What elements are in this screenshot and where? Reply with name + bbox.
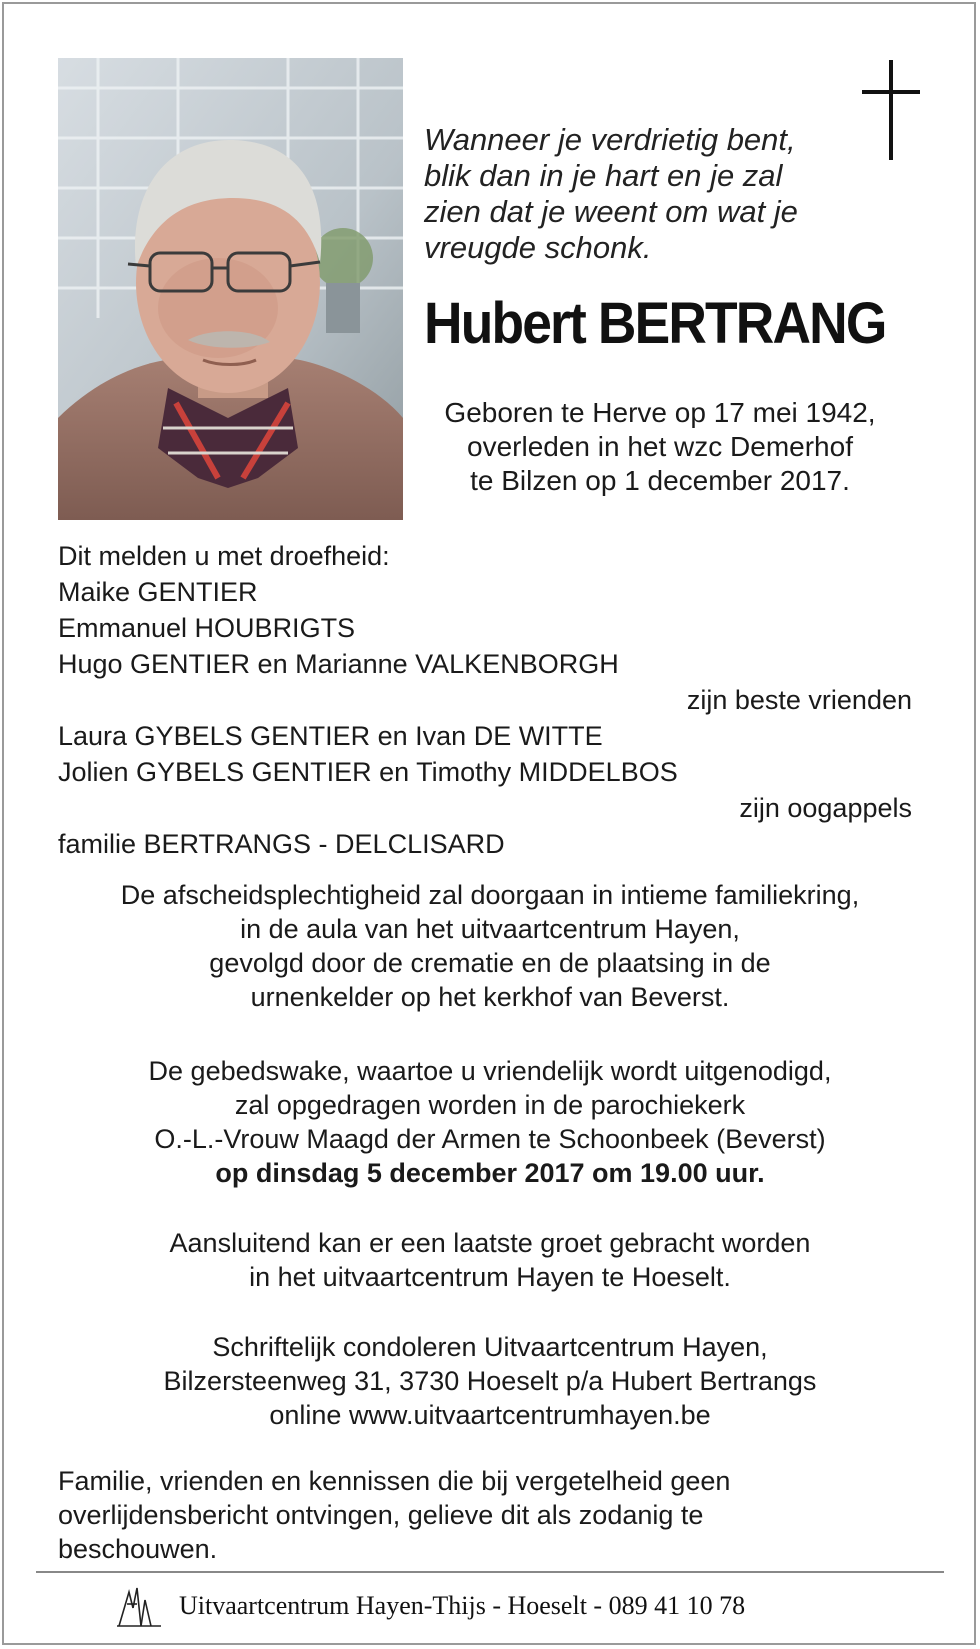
mourner-caption: zijn beste vrienden [686,685,912,715]
poem-line: blik dan in je hart en je zal [424,158,783,193]
poem-line: vreugde schonk. [424,230,652,265]
mourner-caption: zijn oogappels [739,793,912,823]
condolences-line: online www.uitvaartcentrumhayen.be [269,1400,711,1430]
ceremony-line: in de aula van het uitvaartcentrum Hayen, [240,914,740,944]
ceremony-info [30,878,950,1014]
poem-line: zien dat je weent om wat je [424,194,798,229]
footer [115,1582,745,1630]
mourner-line: Jolien GYBELS GENTIER en Timothy MIDDELBOS [58,757,678,787]
ceremony-line: gevolgd door de crematie en de plaatsing in de [209,948,771,978]
poem-line: Wanneer je verdrietig bent, [424,122,796,157]
mourner-line: Hugo GENTIER en Marianne VALKENBORGH [58,649,619,679]
mourners-intro: Dit melden u met droefheid: [58,541,390,571]
condolences-line: Bilzersteenweg 31, 3730 Hoeselt p/a Hubert Bertrangs [163,1366,817,1396]
mourner-line: Emmanuel HOUBRIGTS [58,613,356,643]
birth-death-info [410,396,910,498]
cross-icon [862,60,920,160]
greeting-line: in het uitvaartcentrum Hayen te Hoeselt. [249,1262,731,1292]
ceremony-line: urnenkelder op het kerkhof van Beverst. [250,982,730,1012]
birth-death-line: Geboren te Herve op 17 mei 1942, [444,397,876,428]
wake-line: zal opgedragen worden in de parochiekerk [234,1090,746,1120]
birth-death-line: overleden in het wzc Demerhof [467,431,853,462]
closing-line: overlijdensbericht ontvingen, gelieve dit als zodanig te [58,1500,704,1530]
condolences-line: Schriftelijk condoleren Uitvaartcentrum Hayen, [212,1332,768,1362]
mourner-line: familie BERTRANGS - DELCLISARD [58,829,505,859]
greeting-info [30,1226,950,1294]
footer-text: Uitvaartcentrum Hayen-Thijs - Hoeselt - 089 41 10 78 [179,1591,746,1620]
wake-date: op dinsdag 5 december 2017 om 19.00 uur. [215,1158,765,1188]
mourners-list [58,538,918,862]
condolences-info [30,1330,950,1432]
funeral-home-logo-icon [115,1584,163,1628]
poem [424,122,804,266]
wake-line: O.-L.-Vrouw Maagd der Armen te Schoonbeek (Beverst) [154,1124,826,1154]
portrait-photo [58,58,403,520]
greeting-line: Aansluitend kan er een laatste groet gebracht worden [169,1228,811,1258]
deceased-name: Hubert BERTRANG [424,291,886,356]
wake-line: De gebedswake, waartoe u vriendelijk wordt uitgenodigd, [148,1056,832,1086]
ceremony-line: De afscheidsplechtigheid zal doorgaan in intieme familiekring, [120,880,860,910]
closing-note [58,1464,878,1566]
closing-line: beschouwen. [58,1534,218,1564]
closing-line: Familie, vrienden en kennissen die bij vergetelheid geen [58,1466,731,1496]
mourner-line: Maike GENTIER [58,577,258,607]
birth-death-line: te Bilzen op 1 december 2017. [470,465,850,496]
wake-info [30,1054,950,1190]
footer-divider [36,1571,944,1573]
mourner-line: Laura GYBELS GENTIER en Ivan DE WITTE [58,721,603,751]
